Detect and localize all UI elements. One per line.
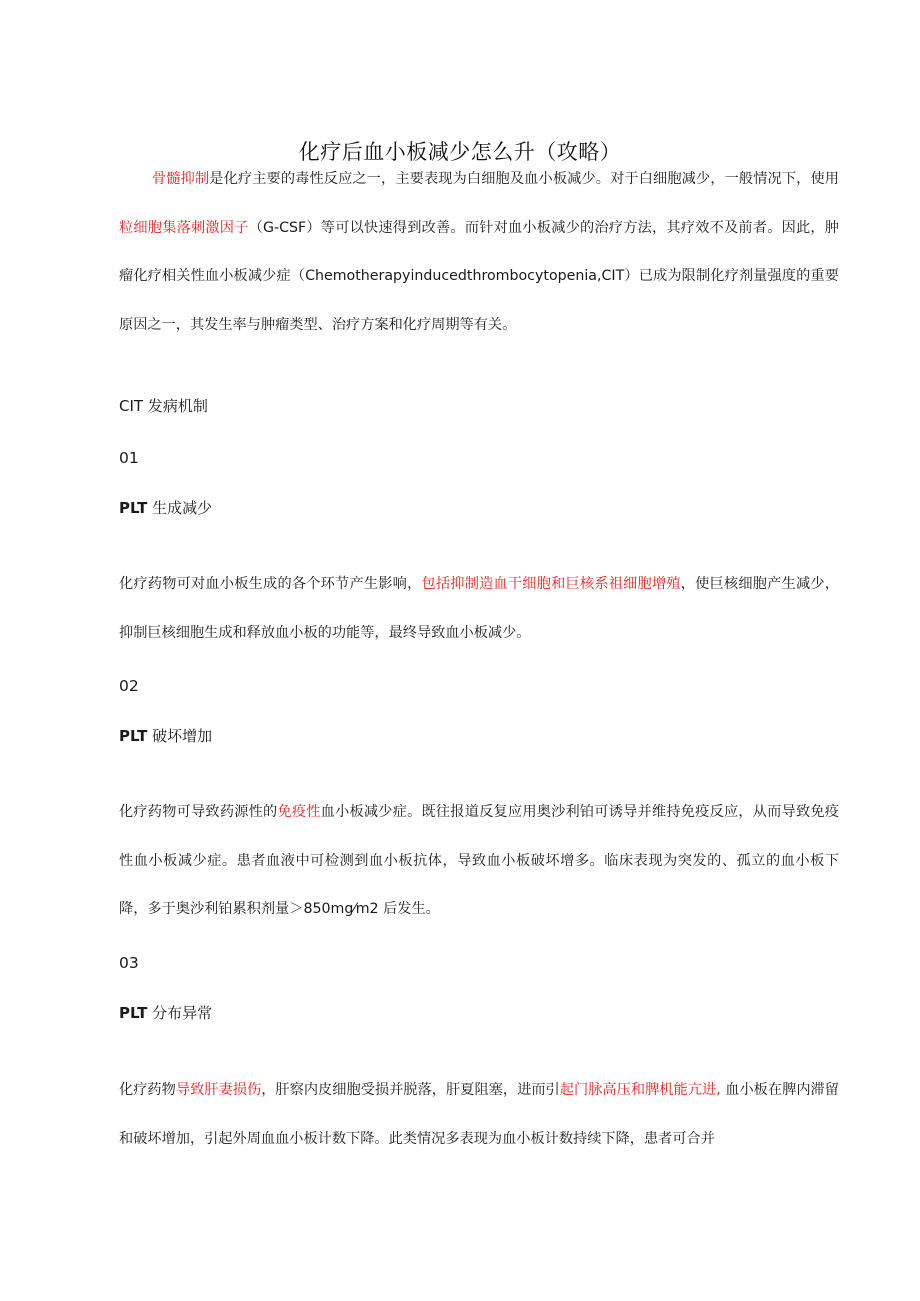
section-number-02: 02 <box>119 677 139 695</box>
highlight-text: 导致肝妻损伤 <box>175 1082 262 1098</box>
intro-text-1: 是化疗主要的毒性反应之一，主要表现为白细胞及血小板减少。对于白细胞减少，一般情况下，使用 <box>209 171 839 187</box>
paragraph-text: 血小板减少症。既往报道反复应用奥沙利铂可诱导并维持免疫反应，从而导致免疫性血小板减少症。患者血液中可检测到血小板抗体，导致血小板破坏增多。临床表现为突发的、孤立的血小板下降，多于奥沙利铂累积剂量＞850mg⁄m2 后发生。 <box>119 804 839 917</box>
plt-label: PLT <box>119 727 148 745</box>
plt-label: PLT <box>119 1004 148 1022</box>
highlight-text: 免疫性 <box>277 804 321 820</box>
section-number-03: 03 <box>119 954 139 972</box>
section-heading-01 <box>119 497 212 518</box>
highlight-gcsf: 粒细胞集落刺激因子 <box>119 219 249 236</box>
intro-text-2: （G-CSF）等可以快速得到改善。而针对血小板减少的治疗方法，其疗效不及前者。因此，肿瘤化疗相关性血小板减少症（Chemotherapyinducedthrombocytopenia,CIT）已成为限制化疗剂量强度的重要原因之一，其发生率与肿瘤类型、治疗方案和化疗周期等有关。 <box>119 219 839 333</box>
section-paragraph-03 <box>119 1066 839 1163</box>
highlight-text: 起门脉高压和脾机能亢进, <box>559 1082 721 1098</box>
paragraph-text: 化疗药物 <box>119 1082 176 1098</box>
section-paragraph-01 <box>119 560 839 657</box>
paragraph-text: 血小板在脾内滞留和破坏增加，引起外周血血小板计数下降。此类情况多表现为血小板计数持续下降，患者可合并 <box>119 1082 839 1147</box>
paragraph-text: 化疗药物可导致药源性的 <box>119 804 278 820</box>
paragraph-text: ，使巨核细胞产生减少，抑制巨核细胞生成和释放血小板的功能等，最终导致血小板减少。 <box>119 576 839 641</box>
intro-paragraph <box>119 155 839 349</box>
paragraph-text: ，肝察内皮细胞受损并脱落，肝夏阻塞，进而引 <box>261 1082 560 1098</box>
section-heading-text: 分布异常 <box>147 1004 213 1022</box>
plt-label: PLT <box>119 499 148 517</box>
section-heading-03 <box>119 1002 212 1023</box>
paragraph-text: 化疗药物可对血小板生成的各个环节产生影响， <box>119 576 422 592</box>
highlight-text: 包括抑制造血干细胞和巨核系祖细胞增殖 <box>421 576 681 592</box>
section-heading-text: 生成减少 <box>147 499 213 517</box>
highlight-bone-marrow-suppression: 骨髓抑制 <box>152 171 210 187</box>
section-heading-02 <box>119 725 212 746</box>
section-heading-cit-mechanism: CIT 发病机制 <box>119 397 208 415</box>
section-paragraph-02 <box>119 788 839 934</box>
section-heading-text: 破坏增加 <box>147 727 213 745</box>
page-title: 化疗后血小板减少怎么升（攻略） <box>298 140 622 165</box>
section-number-01: 01 <box>119 449 139 467</box>
